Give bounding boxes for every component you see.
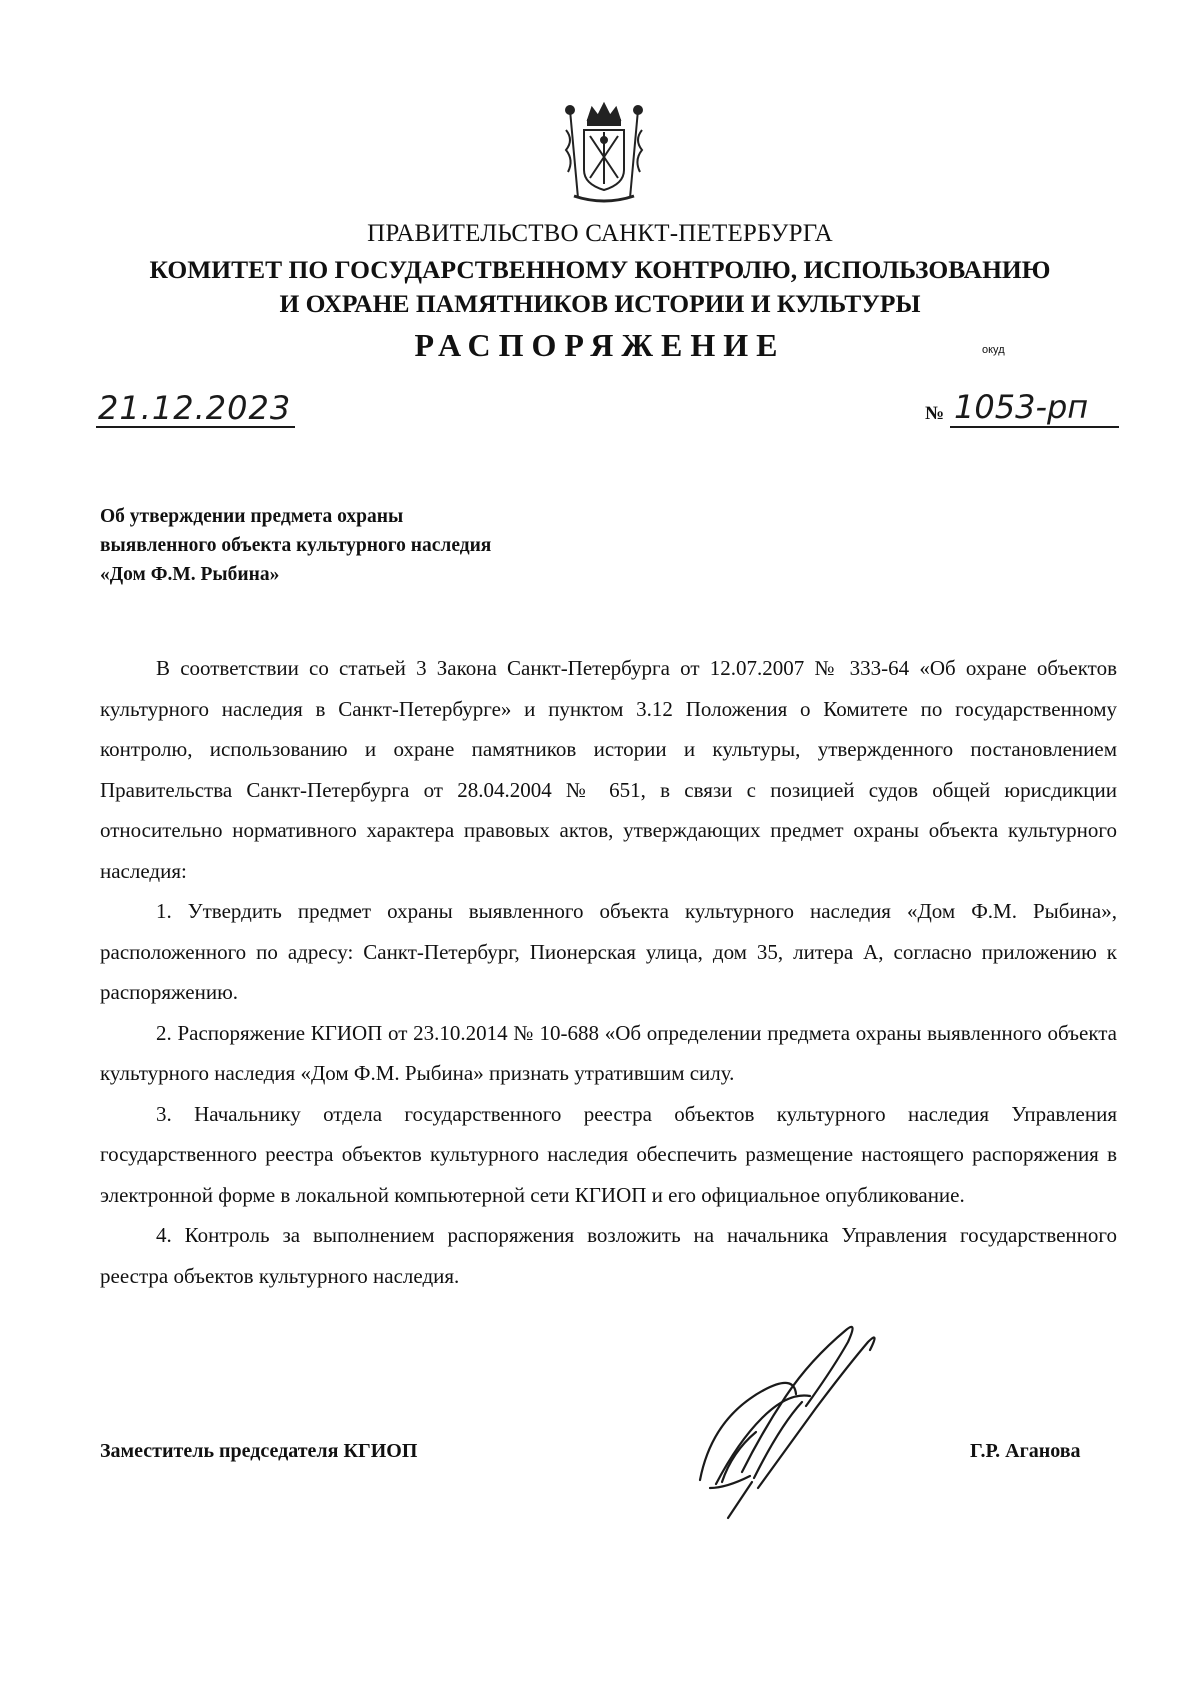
document-date: 21.12.2023 bbox=[96, 390, 295, 428]
item-4-paragraph: 4. Контроль за выполнением распоряжения возложить на начальника Управления государственного реестра объектов культурного наследия. bbox=[100, 1223, 1117, 1288]
document-number-label: № bbox=[925, 403, 945, 424]
item-2-paragraph: 2. Распоряжение КГИОП от 23.10.2014 № 10-688 «Об определении предмета охраны выявленного объекта культурного наследия «Дом Ф.М. Рыбина» признать утратившим силу. bbox=[100, 1020, 1117, 1085]
signer-name: Г.Р. Аганова bbox=[970, 1440, 1081, 1462]
item-1-paragraph: 1. Утвердить предмет охраны выявленного объекта культурного наследия «Дом Ф.М. Рыбина», расположенного по адресу: Санкт-Петербург, Пионерская улица, дом 35, литера А, согласно приложению к распоряжению. bbox=[100, 899, 1117, 1004]
subject-line-2: выявленного объекта культурного наследия bbox=[100, 535, 492, 556]
item-3-paragraph: 3. Начальнику отдела государственного реестра объектов культурного наследия Управления государственного реестра объектов культурного наследия обеспечить размещение настоящего распоряжения в электронной форме в локальной компьютерной сети КГИОП и его официальное опубликование. bbox=[100, 1101, 1117, 1207]
coat-of-arms-icon bbox=[558, 100, 650, 208]
committee-name-line-1: КОМИТЕТ ПО ГОСУДАРСТВЕННОМУ КОНТРОЛЮ, ИСПОЛЬЗОВАНИЮ bbox=[149, 255, 1051, 284]
committee-name-line-2: И ОХРАНЕ ПАМЯТНИКОВ ИСТОРИИ И КУЛЬТУРЫ bbox=[279, 289, 921, 318]
document-number: 1053-рп bbox=[950, 388, 1119, 428]
document-body bbox=[100, 648, 1117, 1296]
handwritten-signature bbox=[698, 1322, 916, 1522]
preamble-paragraph: В соответствии со статьей 3 Закона Санкт-Петербурга от 12.07.2007 № 333-64 «Об охране объектов культурного наследия в Санкт-Петербурге» и пунктом 3.12 Положения о Комитете по государственному контролю, использованию и охране памятников истории и культуры, утвержденного постановлением Правительства Санкт-Петербурга от 28.04.2004 № 651, в связи с позицией судов общей юрисдикции относительно нормативного характера правовых актов, утверждающих предмет охраны объекта культурного наследия: bbox=[100, 656, 1117, 883]
document-subject bbox=[100, 502, 740, 589]
signer-position: Заместитель председателя КГИОП bbox=[100, 1440, 418, 1462]
okud-label: окуд bbox=[982, 344, 1005, 356]
government-name: ПРАВИТЕЛЬСТВО САНКТ-ПЕТЕРБУРГА bbox=[367, 220, 833, 247]
document-type-title: РАСПОРЯЖЕНИЕ bbox=[414, 327, 786, 363]
subject-line-1: Об утверждении предмета охраны bbox=[100, 506, 404, 527]
subject-line-3: «Дом Ф.М. Рыбина» bbox=[100, 564, 280, 585]
